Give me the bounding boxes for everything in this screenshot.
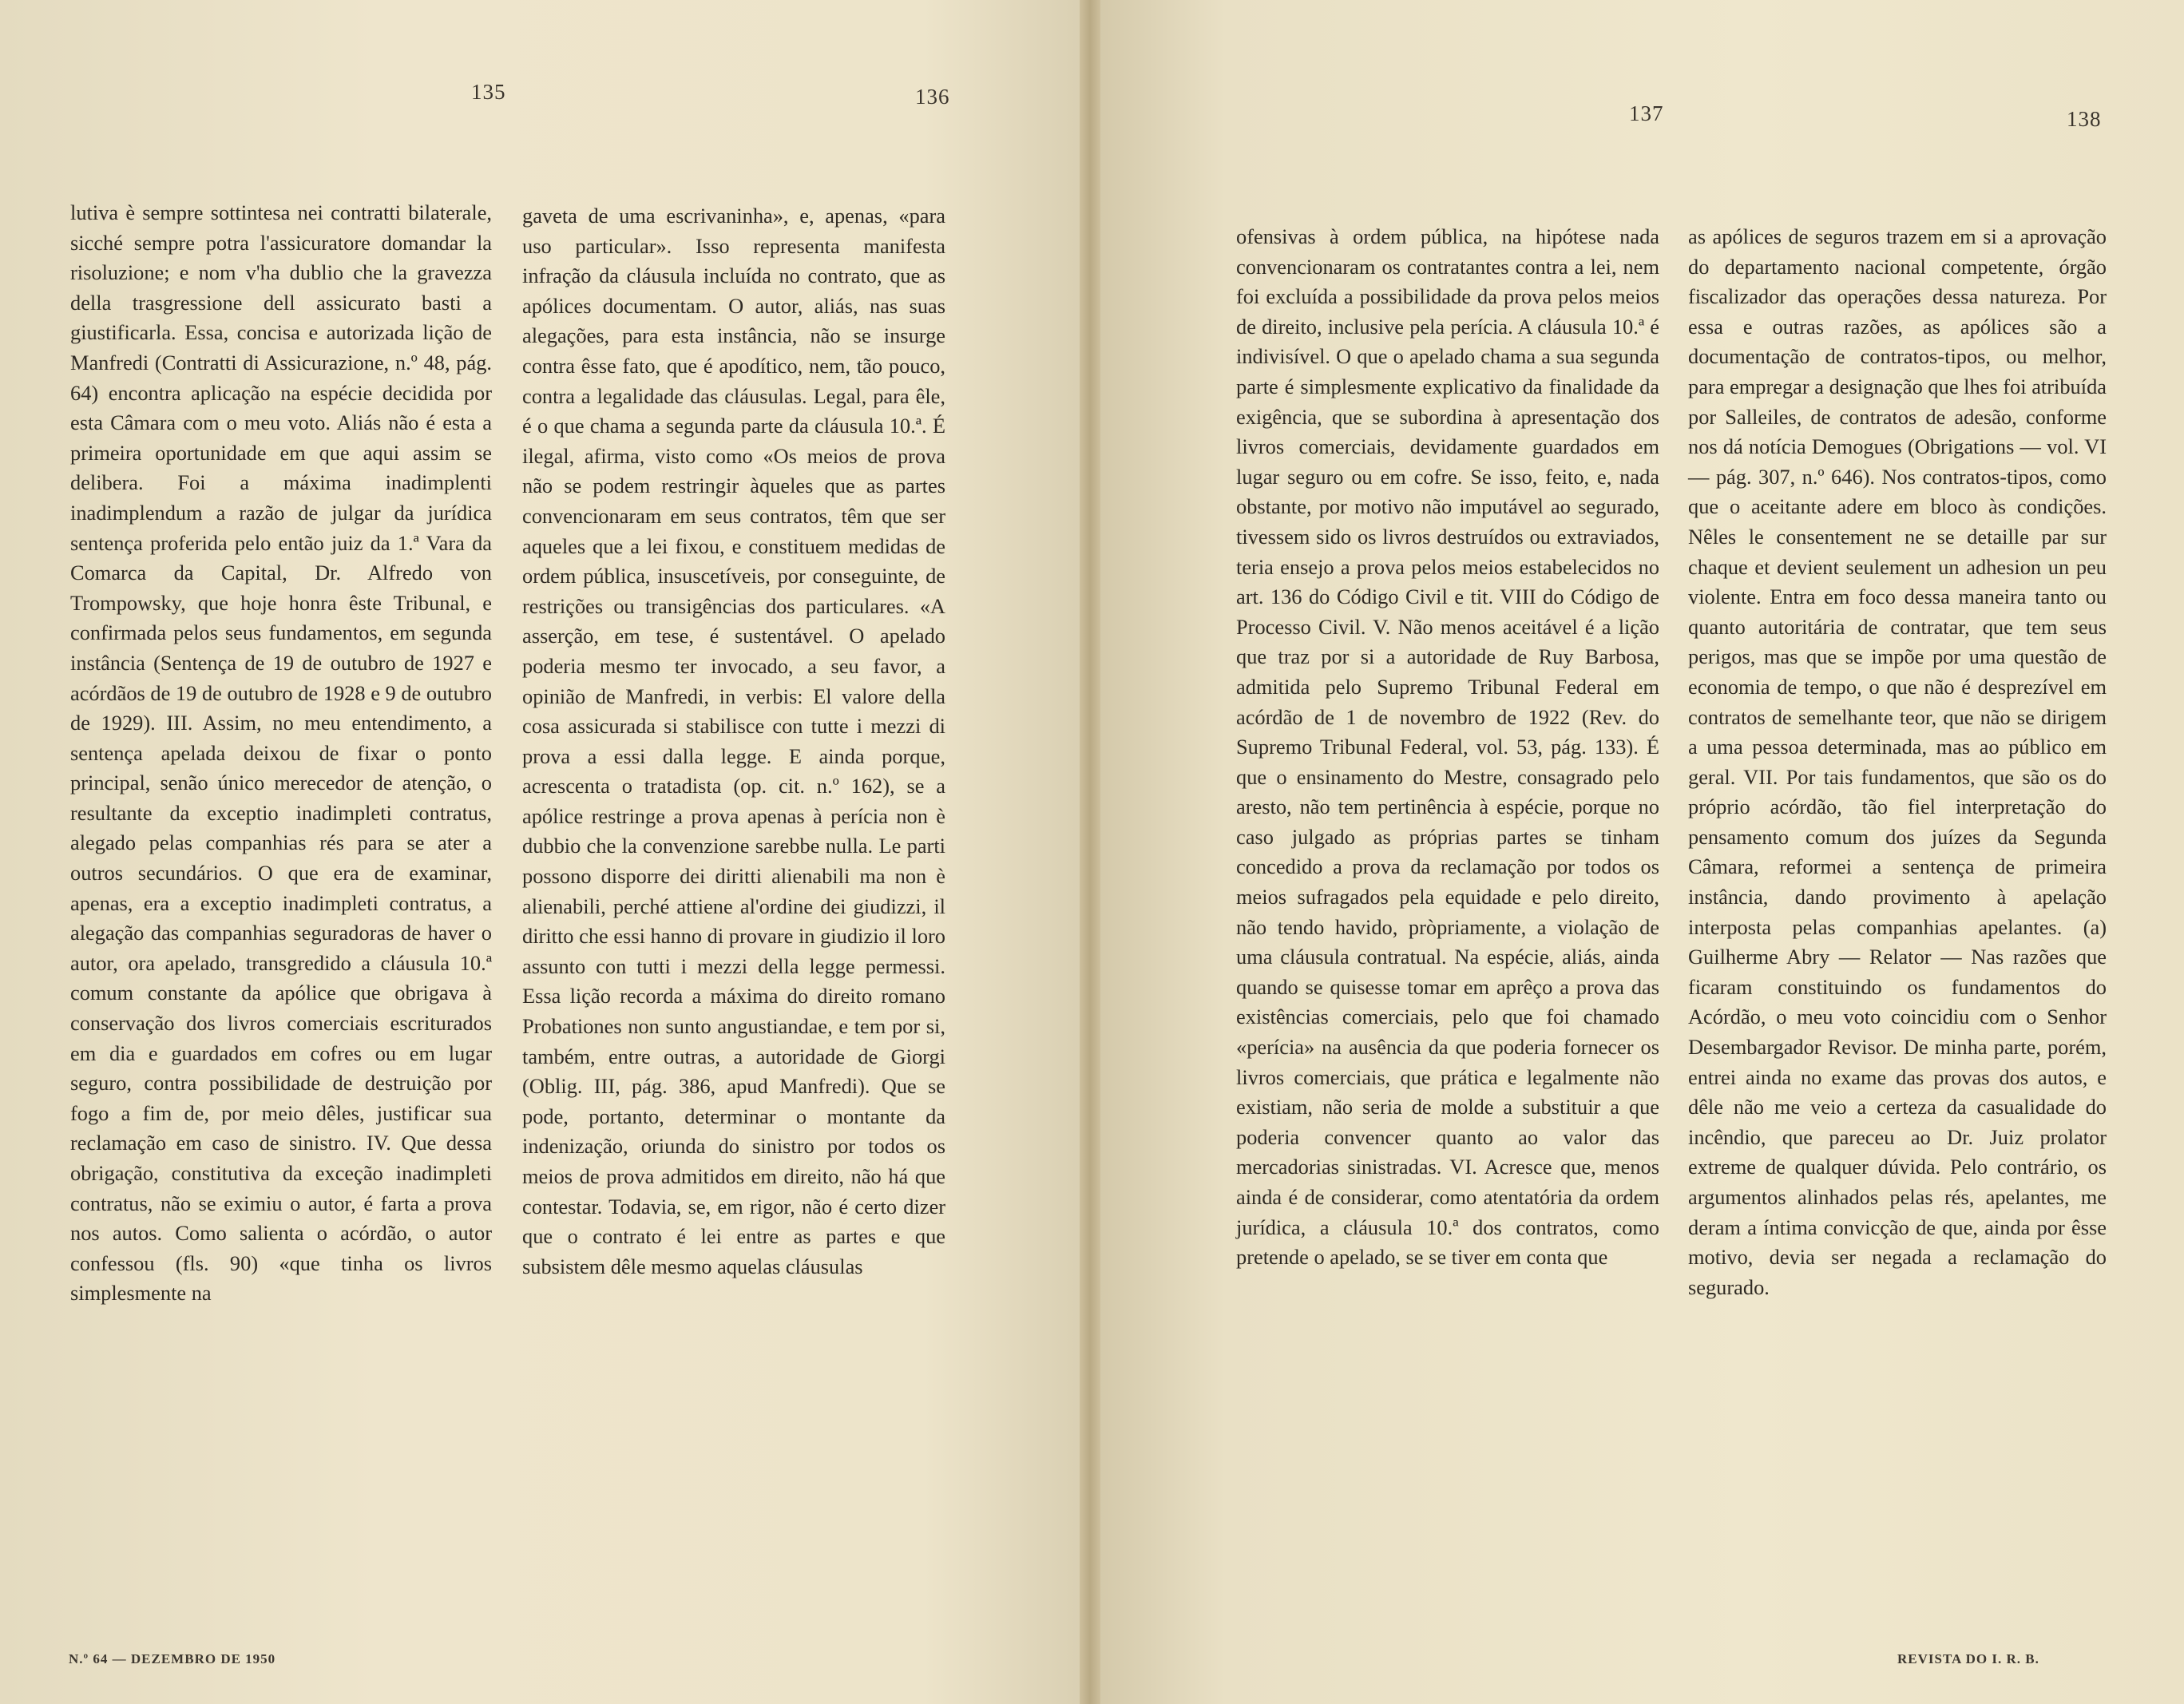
footer-issue-date: N.º 64 — DEZEMBRO DE 1950 — [69, 1651, 276, 1666]
column-page-138 — [1688, 222, 2107, 1302]
column-text: as apólices de seguros trazem em si a aprovação do departamento nacional competente, órgão fiscalizador das operações dessa natureza. Por essa e outras razões, as apólices são a documentação de contratos-tipos, ou melhor, para empregar a designação que lhes foi atribuída por Salleiles, de contratos de adesão, conforme nos dá notícia Demogues (Obrigations — vol. VI — pág. 307, n.º 646). Nos contratos-tipos, como que o aceitante adere em bloco às condições. Nêles le consentement ne se detaille par sur chaque et devient seulement un adhesion un peu violente. Entra em foco dessa maneira tanto ou quanto autoritária de contratar, que tem seus perigos, mas que se impõe por uma questão de economia de tempo, o que não é desprezível em contratos de semelhante teor, que não se dirigem a uma pessoa determinada, mas ao público em geral. VII. Por tais fundamentos, que são os do próprio acórdão, tão fiel interpretação do pensamento comum dos juízes da Segunda Câmara, reformei a sentença de primeira instância, dando provimento à apelação interposta pelas companhias apelantes. (a) Guilherme Abry — Relator — Nas razões que ficaram constituindo os fundamentos do Acórdão, o meu voto coincidiu com o Senhor Desembargador Revisor. De minha parte, porém, entrei ainda no exame das provas dos autos, e dêle não me veio a certeza da casualidade do incêndio, que pareceu ao Dr. Juiz prolator extreme de qualquer dúvida. Pelo contrário, os argumentos alinhados pelas rés, apelantes, me deram a íntima convicção de que, ainda por êsse motivo, devia ser negada a reclamação do segurado. — [1688, 224, 2107, 1299]
footer-journal-name: REVISTA DO I. R. B. — [1897, 1651, 2039, 1666]
column-page-137 — [1236, 222, 1659, 1273]
column-text: lutiva è sempre sottintesa nei contratti bilaterale, sicché sempre potra l'assicuratore domandar la risoluzione; e nom v'ha dublio che la gravezza della trasgressione dell assicurato basti a giustificarla. Essa, concisa e autorizada lição de Manfredi (Contratti di Assicurazione, n.º 48, pág. 64) encontra aplicação na espécie decidida por esta Câmara com o meu voto. Aliás não é esta a primeira oportunidade em que aqui assim se delibera. Foi a máxima inadimplenti inadimplendum a razão de julgar da jurídica sentença proferida pelo então juiz da 1.ª Vara da Comarca da Capital, Dr. Alfredo von Trompowsky, que hoje honra êste Tribunal, e confirmada pelos seus fundamentos, em segunda instância (Sentença de 19 de outubro de 1927 e acórdãos de 19 de outubro de 1928 e 9 de outubro de 1929). III. Assim, no meu entendimento, a sentença apelada deixou de fixar o ponto principal, senão único merecedor de atenção, o resultante da exceptio inadimpleti contratus, alegado pelas companhias rés para se ater a outros secundários. O que era de examinar, apenas, era a exceptio inadimpleti contratus, a alegação das companhias seguradoras de haver o autor, ora apelado, transgredido a cláusula 10.ª comum constante da apólice que obrigava à conservação dos livros comerciais escriturados em dia e guardados em cofres ou em lugar seguro, contra possibilidade de destruição por fogo a fim de, por meio dêles, justificar sua reclamação em caso de sinistro. IV. Que dessa obrigação, constitutiva da exceção inadimpleti contratus, não se eximiu o autor, é farta a prova nos autos. Como salienta o acórdão, o autor confessou (fls. 90) «que tinha os livros simplesmente na — [70, 200, 492, 1306]
book-gutter — [1080, 0, 1100, 1704]
column-text: gaveta de uma escrivaninha», e, apenas, «para uso particular». Isso representa manifesta infração da cláusula incluída no contrato, que as apólices documentam. O autor, aliás, nas suas alegações, para esta instância, não se insurge contra êsse fato, que é apodítico, nem, tão pouco, contra a legalidade das cláusulas. Legal, para êle, é o que chama a segunda parte da cláusula 10.ª. É ilegal, afirma, visto como «Os meios de prova não se podem restringir àqueles que as partes convencionaram em seus contratos, têm que ser aqueles que a lei fixou, e constituem medidas de ordem pública, insuscetíveis, por conseguinte, de restrições ou transigências dos particulares. «A asserção, em tese, é sustentável. O apelado poderia mesmo ter invocado, a seu favor, a opinião de Manfredi, in verbis: El valore della cosa assicurada si stabilisce con tutte i mezzi di prova a essi dalla legge. E ainda porque, acrescenta o tratadista (op. cit. n.º 162), se a apólice restringe a prova apenas à perícia non è dubbio che la convenzione sarebbe nulla. Le parti possono disporre dei diritti alienabili ma non è alienabili, perché attiene al'ordine dei giudizzi, il diritto che essi hanno di provare in giudizio il loro assunto con tutti i mezzi della legge permessi. Essa lição recorda a máxima do direito romano Probationes non sunto angustiandae, e tem por si, também, entre outras, a autoridade de Giorgi (Oblig. III, pág. 386, apud Manfredi). Que se pode, portanto, determinar o montante da indenização, oriunda do sinistro por todos os meios de prova admitidos em direito, não há que contestar. Todavia, se, em rigor, não é certo dizer que o contrato é lei entre as partes e que subsistem dêle mesmo aquelas cláusulas — [522, 204, 945, 1278]
page-number-136: 136 — [915, 85, 950, 109]
column-page-135 — [70, 198, 492, 1309]
page-number-135: 135 — [471, 80, 506, 104]
page-number-138: 138 — [2067, 107, 2102, 131]
column-page-136 — [522, 201, 945, 1282]
page-number-137: 137 — [1629, 101, 1664, 125]
column-text: ofensivas à ordem pública, na hipótese nada convencionaram os contratantes contra a lei, nem foi excluída a possibilidade da prova pelos meios de direito, inclusive pela perícia. A cláusula 10.ª é indivisível. O que o apelado chama a sua segunda parte é simplesmente explicativo da finalidade da exigência, que se subordina à apresentação dos livros comerciais, devidamente guardados em lugar seguro ou em cofre. Se isso, feito, e, nada obstante, por motivo não imputável ao segurado, tivessem sido os livros destruídos ou extraviados, teria ensejo a prova pelos meios estabelecidos no art. 136 do Código Civil e tit. VIII do Código de Processo Civil. V. Não menos aceitável é a lição que traz por si a autoridade de Ruy Barbosa, admitida pelo Supremo Tribunal Federal em acórdão de 1 de novembro de 1922 (Rev. do Supremo Tribunal Federal, vol. 53, pág. 133). É que o ensinamento do Mestre, consagrado pelo aresto, não tem pertinência à espécie, porque no caso julgado as próprias partes se tinham concedido a prova da reclamação por todos os meios sufragados pela equidade e pelo direito, não tendo havido, pròpriamente, a violação de uma cláusula contratual. Na espécie, aliás, ainda quando se quisesse tomar em aprêço a prova das existências comerciais, pelo que foi chamado «perícia» na ausência da que poderia fornecer os livros comerciais, que prática e legalmente não existiam, não seria de molde a substituir a que poderia convencer quanto ao valor das mercadorias sinistradas. VI. Acresce que, menos ainda é de considerar, como atentatória da ordem jurídica, a cláusula 10.ª dos contratos, como pretende o apelado, se se tiver em conta que — [1236, 224, 1659, 1270]
